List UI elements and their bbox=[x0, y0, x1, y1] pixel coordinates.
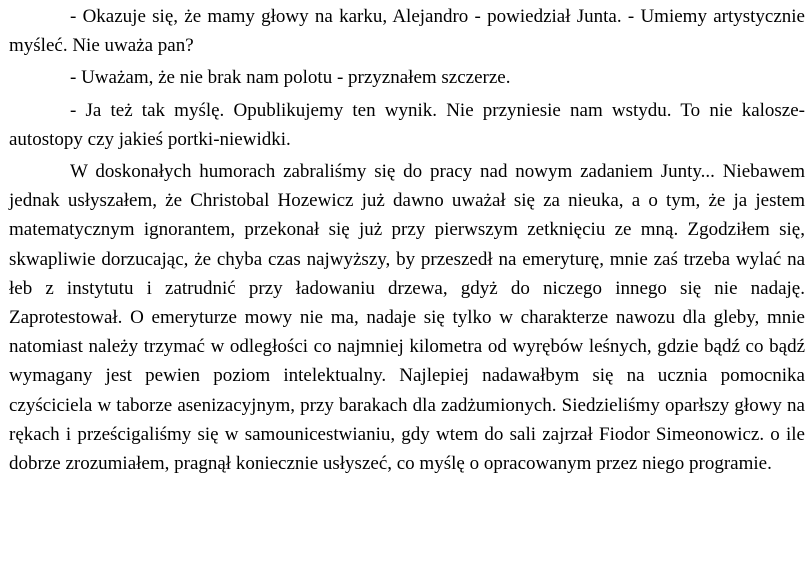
paragraph: - Okazuje się, że mamy głowy na karku, Alejandro - powiedział Junta. - Umiemy artystycznie myśleć. Nie uważa pan? bbox=[9, 6, 805, 57]
paragraph: - Uważam, że nie brak nam polotu - przyznałem szczerze. bbox=[70, 67, 511, 89]
paragraph: W doskonałych humorach zabraliśmy się do pracy nad nowym zadaniem Junty... Niebawem jednak usłyszałem, że Christobal Hozewicz już dawno uważał się za nieuka, a o tym, że ja jestem matematycznym ignorantem, przekonał się już przy pierwszym zetknięciu ze mną. Zgodziłem się, skwapliwie dorzucając, że chyba czas najwyższy, by przeszedł na emeryturę, mnie zaś trzeba wylać na łeb z instytutu i zatrudnić przy ładowaniu drzewa, gdyż do niczego innego się nie nadaję. Zaprotestował. O emeryturze mowy nie ma, nadaje się tylko w charakterze nawozu dla gleby, mnie natomiast należy trzymać w odległości co najmniej kilometra od wyrębów leśnych, gdzie bądź co bądź wymagany jest pewien poziom intelektualny. Najlepiej nadawałbym się na ucznia pomocnika czyściciela w taborze asenizacyjnym, przy barakach dla zadżumionych. Siedzieliśmy oparłszy głowy na rękach i prześcigaliśmy się w samounicestwianiu, gdy wtem do sali zajrzał Fiodor Simeonowicz. o ile dobrze zrozumiałem, pragnął koniecznie usłyszeć, co myślę o opracowanym przez niego programie. bbox=[9, 161, 805, 475]
paragraph: - Ja też tak myślę. Opublikujemy ten wynik. Nie przyniesie nam wstydu. To nie kalosze-autostopy czy jakieś portki-niewidki. bbox=[9, 99, 805, 150]
